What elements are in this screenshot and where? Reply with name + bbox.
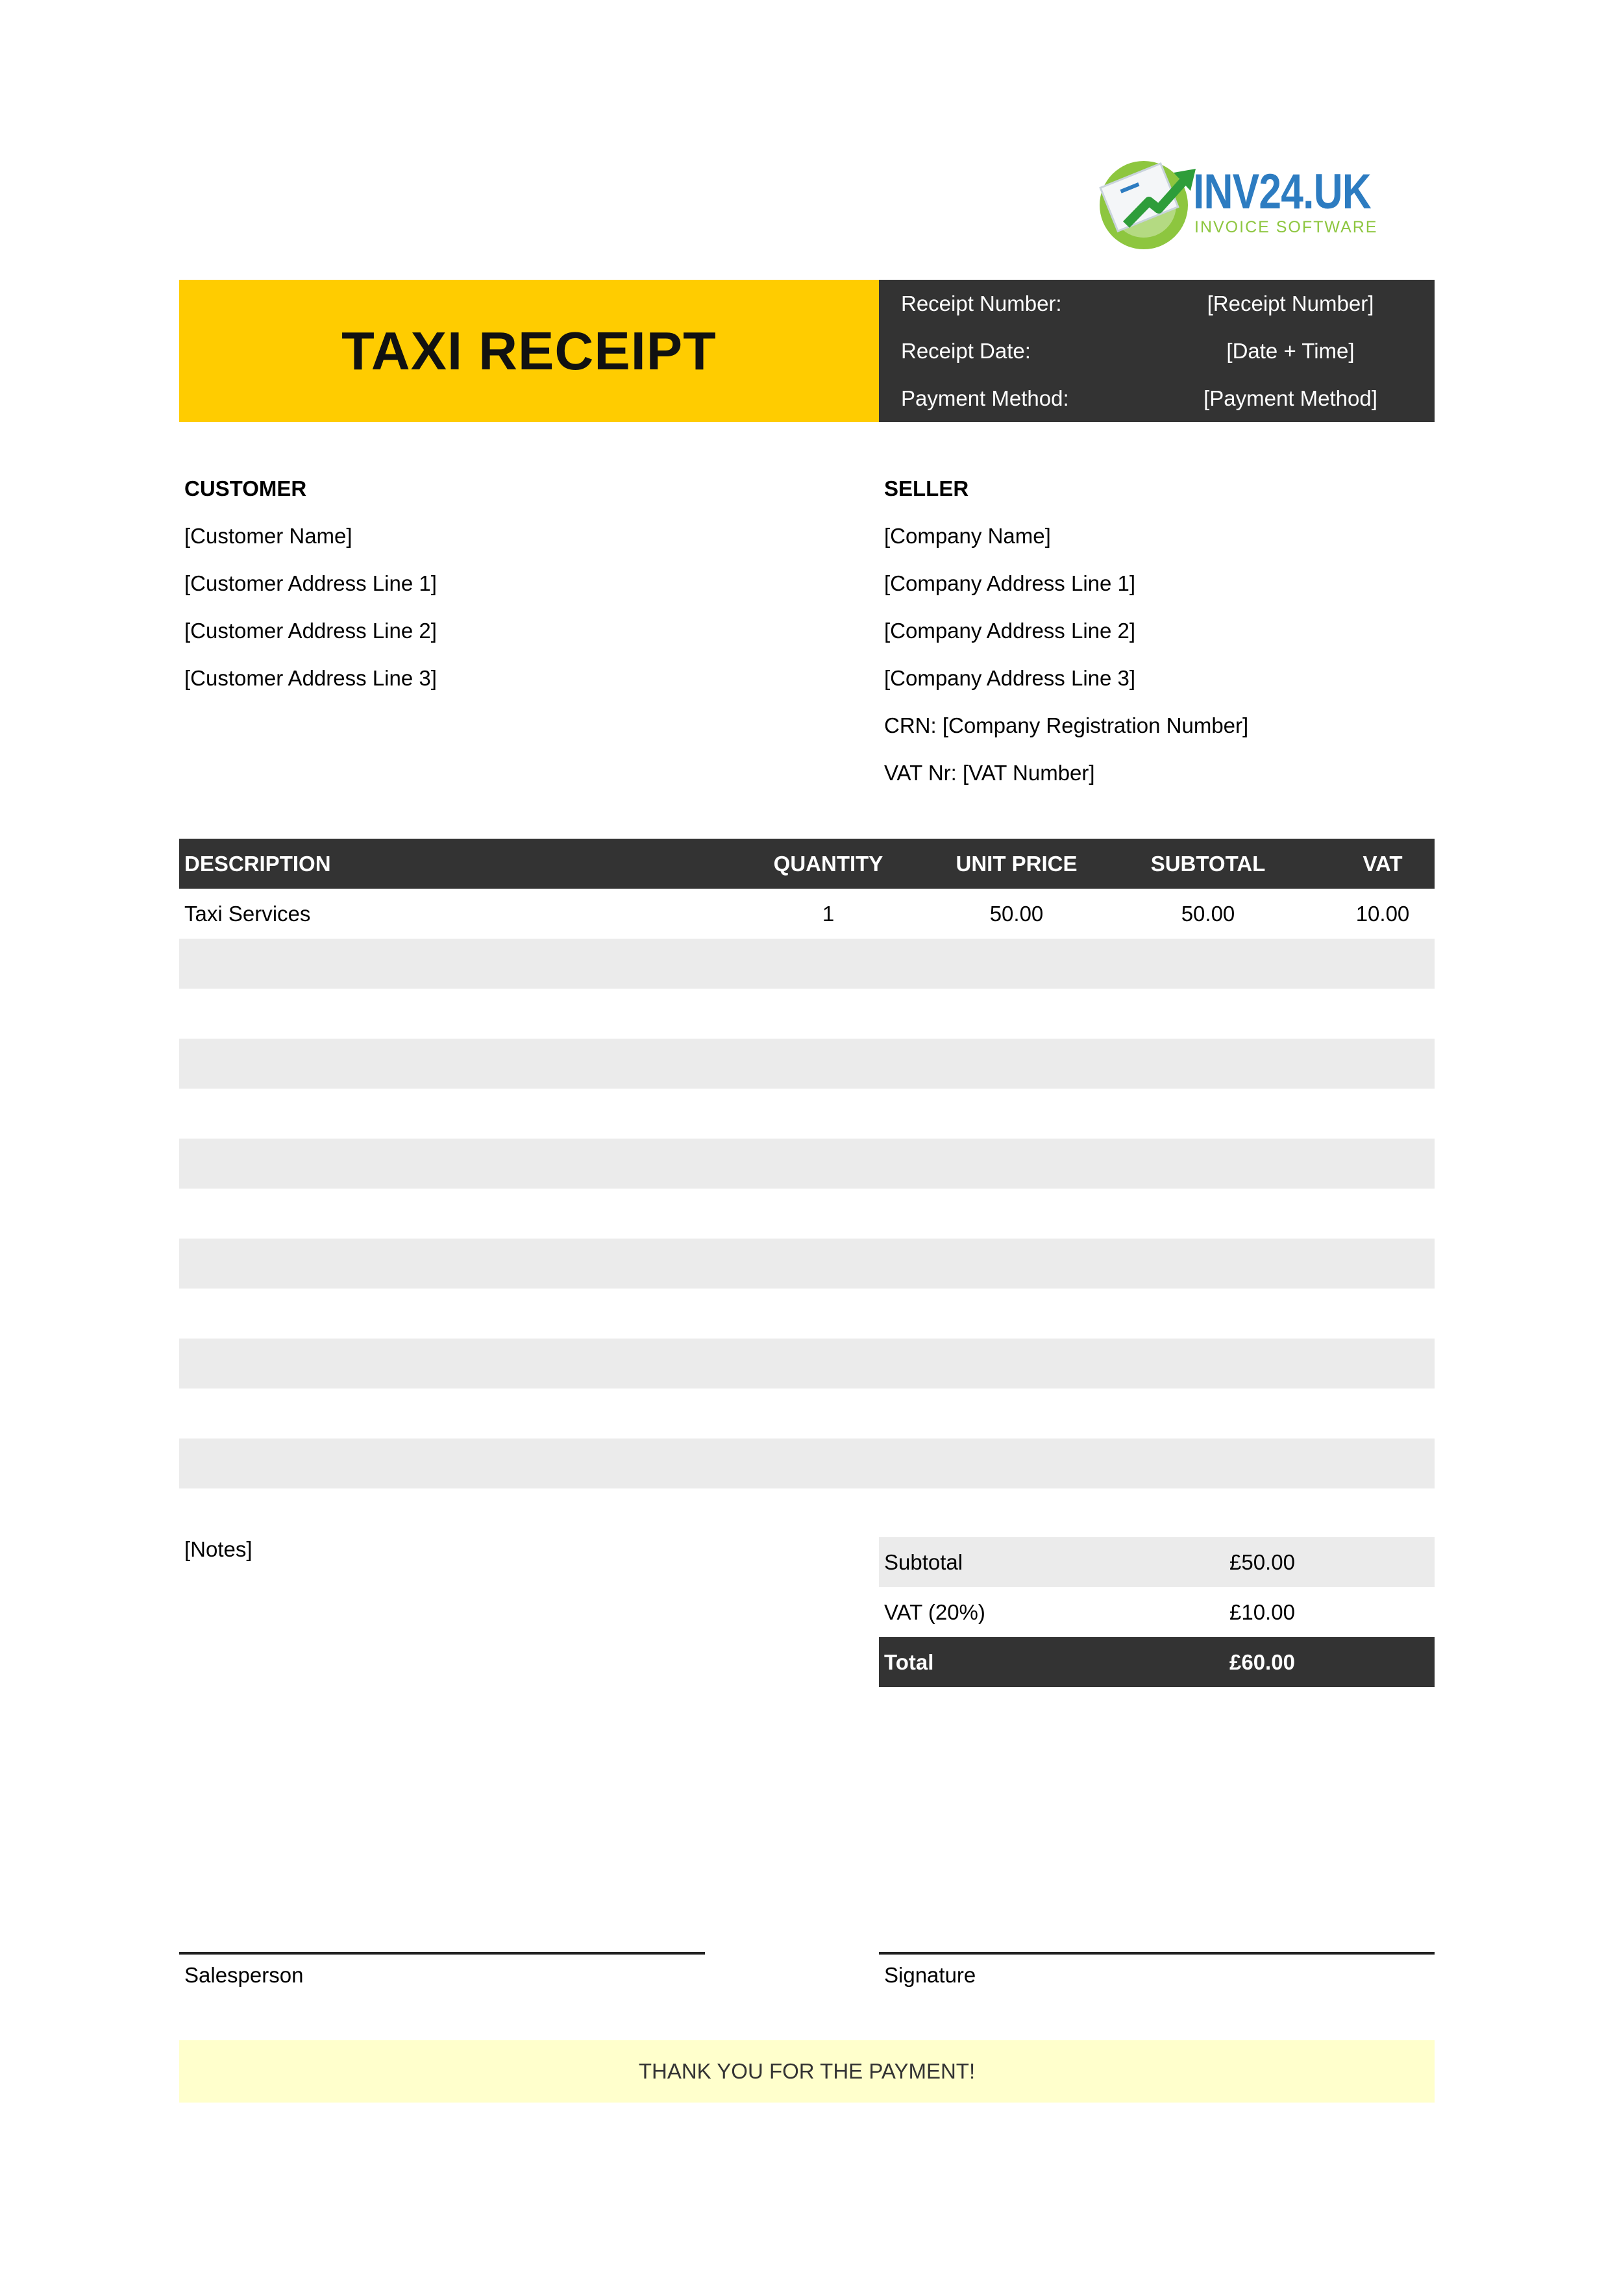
cell-quantity: 1: [822, 901, 835, 926]
table-row: [179, 939, 1435, 989]
column-header-quantity: QUANTITY: [773, 851, 883, 876]
cell-vat: [1240, 1039, 1525, 1089]
table-row: [179, 889, 1435, 939]
cell-unit-price: 50.00: [989, 901, 1044, 926]
customer-line: [Customer Name]: [184, 524, 352, 548]
table-row: [179, 1389, 1435, 1438]
totals-vat-row: [879, 1587, 1435, 1637]
totals-label: Total: [884, 1649, 934, 1674]
meta-label: Receipt Number:: [901, 291, 1062, 315]
cell-vat: [1240, 1189, 1525, 1239]
table-row: [179, 1039, 1435, 1089]
receipt-meta-panel: [879, 280, 1435, 422]
signature-label: Signature: [884, 1963, 976, 1987]
table-row: [179, 1339, 1435, 1389]
customer-block: [184, 465, 833, 702]
meta-label: Payment Method:: [901, 386, 1069, 410]
meta-value: [Payment Method]: [1203, 386, 1377, 410]
table-row: [179, 1289, 1435, 1339]
salesperson-label: Salesperson: [184, 1963, 304, 1987]
column-header-unit-price: UNIT PRICE: [956, 851, 1078, 876]
salesperson-signature-line: [179, 1952, 705, 1955]
meta-row-receipt-date: [901, 327, 1435, 375]
seller-block: [884, 465, 1429, 796]
totals-label: VAT (20%): [884, 1599, 985, 1624]
seller-line: CRN: [Company Registration Number]: [884, 713, 1249, 737]
totals-label: Subtotal: [884, 1549, 963, 1574]
meta-row-receipt-number: [901, 280, 1435, 327]
cell-vat: [1240, 1139, 1525, 1189]
totals-total-row: [879, 1637, 1435, 1687]
table-row: [179, 1189, 1435, 1239]
logo-icon: [1091, 154, 1201, 252]
totals-value: £10.00: [1229, 1599, 1295, 1624]
totals-subtotal-row: [879, 1537, 1435, 1587]
table-row: [179, 1438, 1435, 1488]
column-header-description: DESCRIPTION: [184, 851, 331, 876]
seller-heading: SELLER: [884, 476, 969, 500]
meta-label: Receipt Date:: [901, 338, 1031, 363]
customer-line: [Customer Address Line 3]: [184, 666, 437, 690]
thank-you-banner: [179, 2040, 1435, 2103]
seller-line: [Company Address Line 3]: [884, 666, 1136, 690]
table-row: [179, 1089, 1435, 1139]
cell-description: Taxi Services: [184, 901, 311, 926]
seller-line: VAT Nr: [VAT Number]: [884, 761, 1095, 785]
meta-row-payment-method: [901, 375, 1435, 422]
customer-signature-line: [879, 1952, 1435, 1955]
totals-value: £50.00: [1229, 1549, 1295, 1574]
meta-value: [Date + Time]: [1226, 338, 1355, 363]
customer-heading: CUSTOMER: [184, 476, 307, 500]
cell-vat: [1240, 1089, 1525, 1139]
column-header-subtotal: SUBTOTAL: [1150, 851, 1266, 876]
receipt-title-banner: [179, 280, 879, 422]
seller-line: [Company Address Line 2]: [884, 619, 1136, 643]
cell-vat: [1240, 989, 1525, 1039]
cell-vat: [1240, 1239, 1525, 1289]
logo-tagline: INVOICE SOFTWARE: [1194, 218, 1378, 236]
notes: [Notes]: [184, 1537, 253, 1561]
thank-you-text: THANK YOU FOR THE PAYMENT!: [638, 2059, 976, 2083]
cell-vat: [1240, 1389, 1525, 1438]
table-row: [179, 1239, 1435, 1289]
customer-line: [Customer Address Line 2]: [184, 619, 437, 643]
receipt-title: TAXI RECEIPT: [341, 320, 717, 381]
cell-vat: 10.00: [1355, 901, 1410, 926]
cell-vat: [1240, 1438, 1525, 1488]
meta-value: [Receipt Number]: [1207, 291, 1374, 315]
cell-subtotal: 50.00: [1181, 901, 1235, 926]
customer-line: [Customer Address Line 1]: [184, 571, 437, 595]
table-row: [179, 1139, 1435, 1189]
cell-vat: [1240, 939, 1525, 989]
logo-wordmark: INV24.UK: [1193, 164, 1371, 219]
cell-vat: [1240, 1339, 1525, 1389]
seller-line: [Company Address Line 1]: [884, 571, 1136, 595]
cell-vat: [1240, 1289, 1525, 1339]
column-header-vat: VAT: [1363, 851, 1403, 876]
seller-line: [Company Name]: [884, 524, 1051, 548]
table-row: [179, 989, 1435, 1039]
totals-value: £60.00: [1229, 1649, 1295, 1674]
items-table-header: [179, 839, 1435, 889]
